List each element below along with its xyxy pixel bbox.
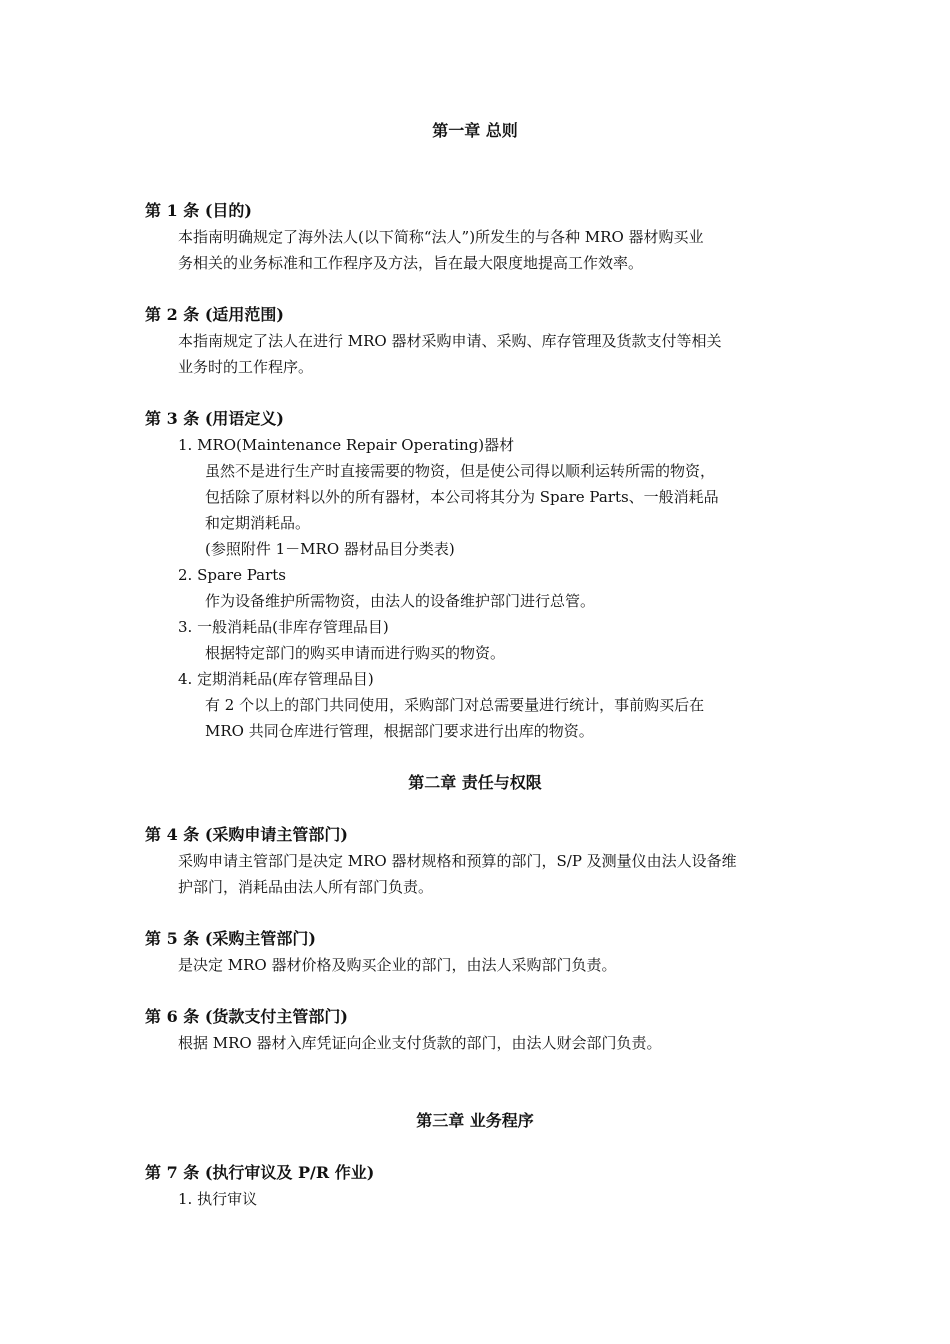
list-item-line: 作为设备维护所需物资，由法人的设备维护部门进行总管。	[205, 592, 596, 610]
list-item-line: 虽然不是进行生产时直接需要的物资，但是使公司得以顺利运转所需的物资，	[205, 462, 716, 480]
article-body-line: 本指南规定了法人在进行 MRO 器材采购申请、采购、库存管理及货款支付等相关	[178, 332, 722, 350]
list-item-line: 包括除了原材料以外的所有器材，本公司将其分为 Spare Parts、一般消耗品	[205, 488, 719, 506]
list-item-line: 根据特定部门的购买申请而进行购买的物资。	[205, 644, 506, 662]
article-body-line: 护部门，消耗品由法人所有部门负责。	[178, 878, 434, 896]
article-heading: 第 6 条 (货款支付主管部门)	[145, 1007, 348, 1026]
article-heading: 第 3 条 (用语定义)	[145, 409, 284, 428]
list-item-title: 1. MRO(Maintenance Repair Operating)器材	[178, 436, 515, 454]
article-body-line: 采购申请主管部门是决定 MRO 器材规格和预算的部门，S/P 及测量仪由法人设备维	[178, 852, 737, 870]
list-item-line: 和定期消耗品。	[205, 514, 311, 532]
list-item-line: MRO 共同仓库进行管理，根据部门要求进行出库的物资。	[205, 722, 594, 740]
list-item-title: 3. 一般消耗品(非库存管理品目)	[178, 618, 389, 636]
article-heading: 第 2 条 (适用范围)	[145, 305, 284, 324]
article-body-line: 业务时的工作程序。	[178, 358, 314, 376]
article-heading: 第 7 条 (执行审议及 P/R 作业)	[145, 1163, 375, 1182]
list-item-title: 1. 执行审议	[178, 1190, 258, 1208]
list-item-title: 2. Spare Parts	[178, 566, 286, 584]
article-body-line: 务相关的业务标准和工作程序及方法，旨在最大限度地提高工作效率。	[178, 254, 644, 272]
list-item-title: 4. 定期消耗品(库存管理品目)	[178, 670, 374, 688]
article-heading: 第 4 条 (采购申请主管部门)	[145, 825, 348, 844]
chapter-title: 第一章 总则	[432, 121, 518, 140]
chapter-title: 第三章 业务程序	[416, 1111, 534, 1130]
article-body-line: 是决定 MRO 器材价格及购买企业的部门，由法人采购部门负责。	[178, 956, 617, 974]
article-heading: 第 5 条 (采购主管部门)	[145, 929, 316, 948]
list-item-line: 有 2 个以上的部门共同使用，采购部门对总需要量进行统计，事前购买后在	[205, 696, 705, 714]
list-item-line: (参照附件 1－MRO 器材品目分类表)	[205, 540, 455, 558]
chapter-title: 第二章 责任与权限	[408, 773, 542, 792]
article-body-line: 根据 MRO 器材入库凭证向企业支付货款的部门，由法人财会部门负责。	[178, 1034, 662, 1052]
article-body-line: 本指南明确规定了海外法人(以下简称“法人”)所发生的与各种 MRO 器材购买业	[178, 228, 704, 246]
article-heading: 第 1 条 (目的)	[145, 201, 252, 220]
